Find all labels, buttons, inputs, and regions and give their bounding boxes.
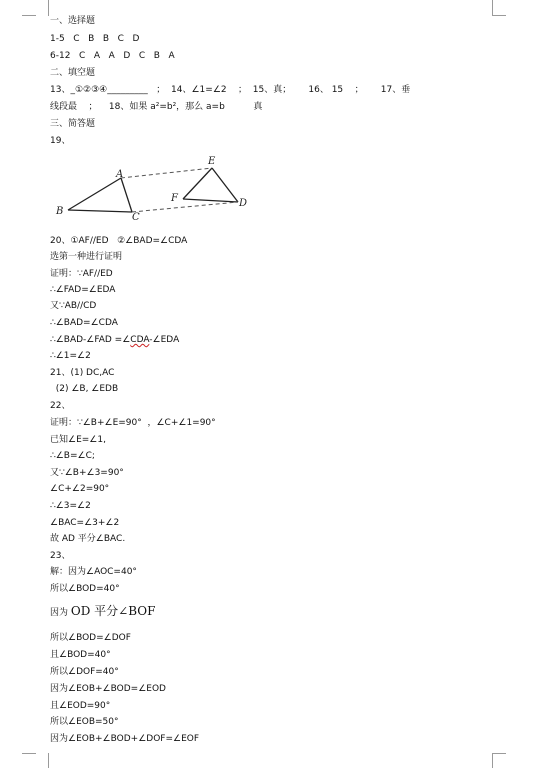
q20-line-5: 又∵AB//CD: [50, 301, 97, 311]
choice-answers-6-12: 6-12 C A A D C B A: [50, 51, 175, 61]
corner-mark-bottom-right: [492, 753, 505, 768]
q22-line-6: ∴∠3=∠2: [50, 501, 91, 511]
q22-line-1: 证明：∵∠B+∠E=90° ，∠C+∠1=90°: [50, 418, 216, 428]
section-short-answer-heading: 三、简答题: [50, 119, 96, 129]
corner-mark-top-right-h: [492, 15, 506, 16]
choice-answers-1-5: 1-5 C B B C D: [50, 34, 140, 44]
q21-line-1: 21、(1) DC,AC: [50, 368, 115, 378]
q23-line-3b: OD 平分∠BOF: [70, 604, 156, 618]
point-label-d: D: [239, 198, 248, 209]
point-label-e: E: [208, 156, 216, 167]
q22-label: 22、: [50, 401, 71, 411]
question-19-label: 19、: [50, 136, 71, 146]
fill-answers-17-18: 线段最 ； 18、如果 a²=b²，那么 a=b 真: [50, 102, 263, 112]
q20-line-7b: CDA: [130, 335, 150, 345]
q23-line-6: 所以∠DOF=40°: [50, 667, 119, 677]
q20-line-4: ∴∠FAD=∠EDA: [50, 285, 116, 295]
q20-line-7a: ∴∠BAD-∠FAD =∠: [50, 335, 131, 345]
corner-mark-top-left-h: [22, 15, 36, 16]
point-label-a: A: [116, 169, 124, 180]
q20-line-1: 20、①AF//ED ②∠BAD=∠CDA: [50, 236, 188, 246]
q22-line-5: ∠C+∠2=90°: [50, 484, 110, 494]
q22-line-4: 又∵∠B+∠3=90°: [50, 468, 124, 478]
q20-line-7c: -∠EDA: [149, 335, 180, 345]
q22-line-2: 已知∠E=∠1,: [50, 435, 106, 445]
q20-line-6: ∴∠BAD=∠CDA: [50, 318, 118, 328]
corner-mark-bottom-left: [36, 753, 49, 768]
corner-mark-bottom-left-h: [22, 753, 36, 754]
triangle-figure: [50, 150, 260, 226]
point-label-b: B: [56, 206, 64, 217]
section-choice-heading: 一、选择题: [50, 16, 96, 26]
q20-line-8: ∴∠1=∠2: [50, 351, 91, 361]
q23-label: 23、: [50, 551, 71, 561]
q20-line-7: [50, 334, 179, 346]
q23-line-1: 解：因为∠AOC=40°: [50, 567, 137, 577]
q22-line-8: 故 AD 平分∠BAC.: [50, 534, 126, 544]
q22-line-3: ∴∠B=∠C;: [50, 451, 95, 461]
corner-mark-top-left: [36, 0, 49, 16]
section-fill-heading: 二、填空题: [50, 68, 96, 78]
corner-mark-top-right: [492, 0, 505, 16]
q23-line-3a: 因为: [50, 608, 71, 618]
q23-line-4: 所以∠BOD=∠DOF: [50, 633, 131, 643]
q23-line-8: 且∠EOD=90°: [50, 701, 111, 711]
q21-line-2: (2) ∠B, ∠EDB: [50, 384, 119, 394]
dashed-line-ae: [121, 168, 212, 178]
corner-mark-bottom-right-h: [492, 753, 506, 754]
q22-line-7: ∠BAC=∠3+∠2: [50, 518, 120, 528]
point-label-c: C: [132, 212, 140, 223]
q23-line-3: [50, 603, 155, 619]
q23-line-7: 因为∠EOB+∠BOD=∠EOD: [50, 684, 166, 694]
q23-line-2: 所以∠BOD=40°: [50, 584, 120, 594]
q23-line-10: 因为∠EOB+∠BOD+∠DOF=∠EOF: [50, 734, 200, 744]
q23-line-9: 所以∠EOB=50°: [50, 717, 119, 727]
q20-line-2: 选第一种进行证明: [50, 252, 123, 262]
q23-line-5: 且∠BOD=40°: [50, 650, 111, 660]
point-label-f: F: [171, 193, 178, 204]
triangle-abc: [68, 178, 132, 212]
fill-answers-13-17: 13、_①②③④_________ ； 14、∠1=∠2 ； 15、真； 16、 15 ； 17、垂: [50, 85, 411, 95]
dashed-line-cd: [132, 202, 238, 212]
triangle-efd: [183, 168, 238, 202]
q20-line-3: 证明：∵AF//ED: [50, 269, 113, 279]
